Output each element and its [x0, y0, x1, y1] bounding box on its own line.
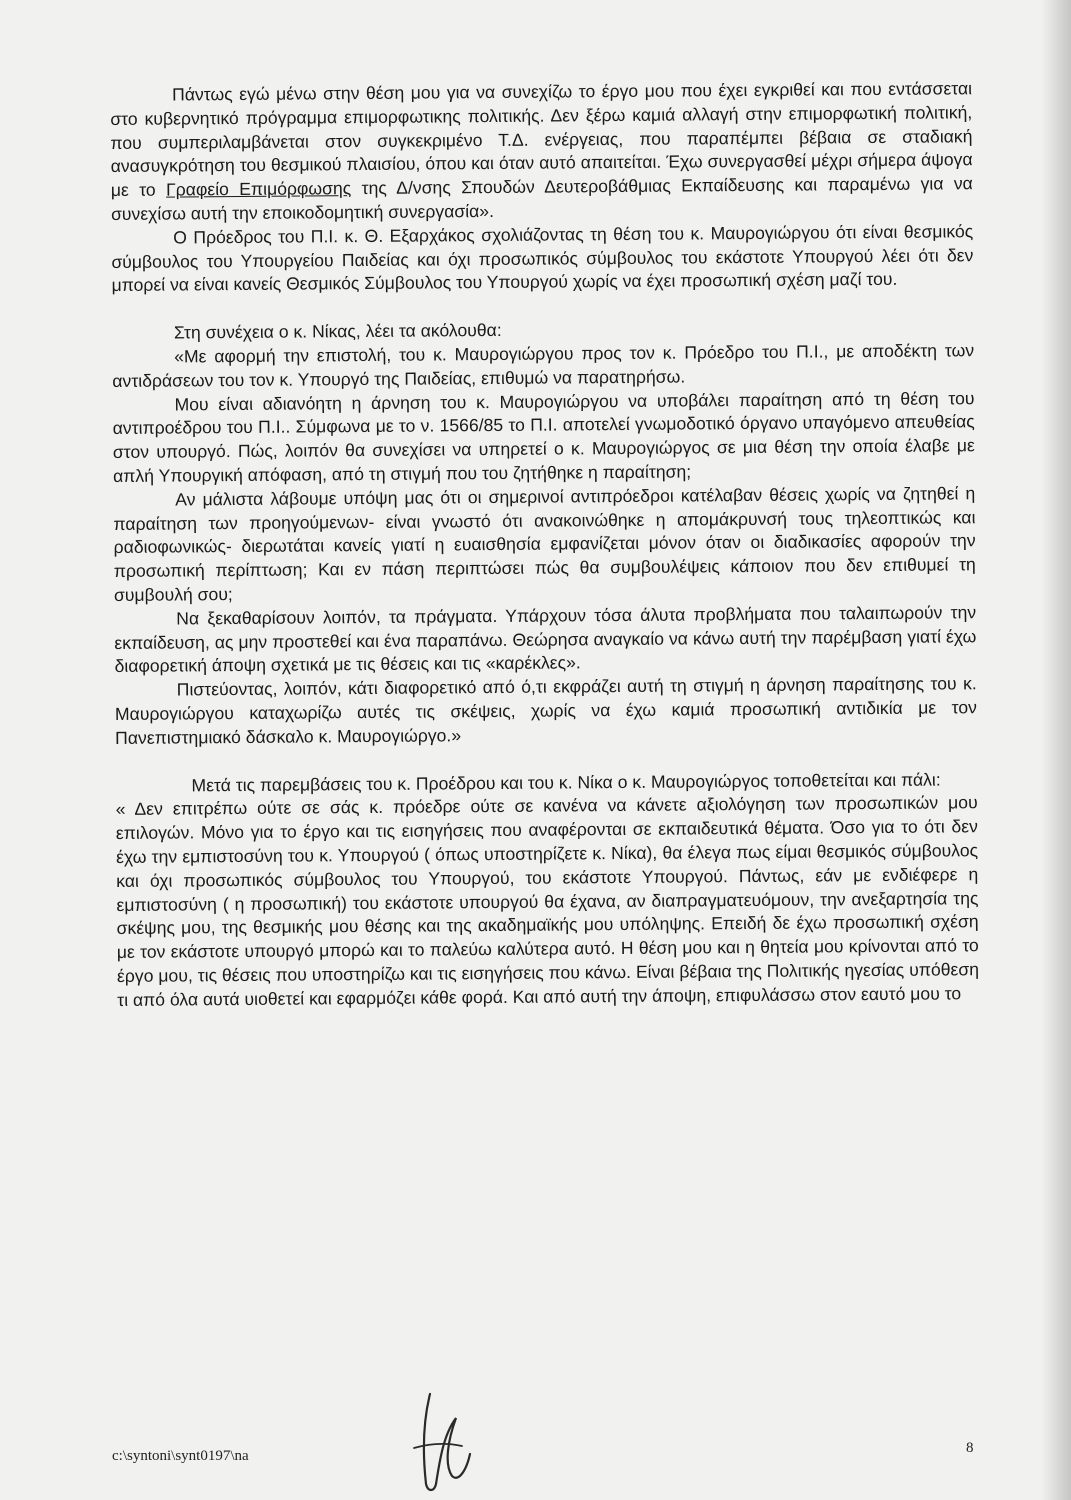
paragraph-5: Μου είναι αδιανόητη η άρνηση του κ. Μαυρογιώργου να υποβάλει παραίτηση από τη θέση του αντιπροέδρου του Π.Ι.. Σύμφωνα με το ν. 1566/85 το Π.Ι. αποτελεί γνωμοδοτικό όργανο υπαγόμενο απευθείας στον υπουργό. Πώς, λοιπόν θα συνεχίσει να υπηρετεί ο κ. Μαυρογιώργος σε μια θέση την οποία έλαβε με απλή Υπουργική απόφαση, από τη στιγμή που του ζητήθηκε η παραίτηση;: [112, 387, 975, 486]
paragraph-8: Πιστεύοντας, λοιπόν, κάτι διαφορετικό από ό,τι εκφράζει αυτή τη στιγμή η άρνηση παραίτησης του κ. Μαυρογιώργου καταχωρίζω αυτές τις σκέψεις, χωρίς να έχω καμιά προσωπική αντιδικία με τον Πανεπιστημιακό δάσκαλο κ. Μαυρογιώργο.»: [114, 673, 977, 748]
file-path-footer: c:\syntoni\synt0197\na: [112, 1448, 249, 1464]
document-body: [110, 77, 979, 1012]
paragraph-4: «Με αφορμή την επιστολή, του κ. Μαυρογιώργου προς τον κ. Πρόεδρο του Π.Ι., με αποδέκτη των αντιδράσεων του τον κ. Υπουργό της Παιδείας, επιθυμώ να παρατηρήσω.: [112, 340, 975, 391]
paragraph-2: Ο Πρόεδρος του Π.Ι. κ. Θ. Εξαρχάκος σχολιάζοντας τη θέση του κ. Μαυρογιώργου ότι είναι θεσμικός σύμβουλος του Υπουργείου Παιδείας και όχι προσωπικός σύμβουλος του εκάστοτε Υπουργού λέει ότι δεν μπορεί να είναι κανείς Θεσμικός Σύμβουλος του Υπουργού χωρίς να έχει προσωπική σχέση μαζί του.: [111, 221, 974, 296]
handwritten-signature: [400, 1388, 490, 1500]
page-number: 8: [966, 1440, 974, 1456]
paragraph-1-text-b: της Δ/νσης Σπουδών Δευτεροβάθμιας Εκπαίδευσης και παραμένω για να συνεχίσω αυτή την εποικοδομητική συνεργασία».: [110, 173, 973, 224]
paragraph-9: Μετά τις παρεμβάσεις του κ. Προέδρου και του κ. Νίκα ο κ. Μαυρογιώργος τοποθετείται και πάλι:: [191, 769, 941, 795]
paragraph-1: [110, 77, 973, 227]
paragraph-6: Αν μάλιστα λάβουμε υπόψη μας ότι οι σημερινοί αντιπρόεδροι κατέλαβαν θέσεις χωρίς να ζητηθεί η παραίτηση των προηγούμενων- είναι γνωστό ότι ανακοινώθηκε η απομάκρυνσή τους τηλεοπτικώς και ραδιοφωνικώς- διερωτάται κανείς γιατί η ευαισθησία εμφανίζεται μόνον όταν οι διαδικασίες αφορούν την προσωπική περίπτωση; Και εν πάση περιπτώσει πώς θα συμβουλέψεις κάποιον που δεν επιθυμεί τη συμβουλή σου;: [113, 482, 976, 605]
paragraph-3: Στη συνέχεια ο κ. Νίκας, λέει τα ακόλουθα:: [173, 320, 502, 343]
paragraph-10: « Δεν επιτρέπω ούτε σε σάς κ. πρόεδρε ούτε σε κανένα να κάνετε αξιολόγηση των προσωπικών μου επιλογών. Μόνο για το έργο και τις εισηγήσεις που αναφέρονται σε εκπαιδευτικά θέματα. Όσο για το ότι δεν έχω την εμπιστοσύνη του κ. Υπουργού ( όπως υποστηρίζετε κ. Νίκα), θα έλεγα πως είμαι θεσμικός σύμβουλος και όχι προσωπικός σύμβουλος του Υπουργού, του εκάστοτε Υπουργού. Πάντως, εάν με ενδιέφερε η εμπιστοσύνη ( η προσωπική) του εκάστοτε υπουργού θα έχανα, αν διαπραγματευόμουν, την ανεξαρτησία της σκέψης μου, της θεσμικής μου θέσης και της ακαδημαϊκής μου υπόληψης. Επειδή δε έχω προσωπική σχέση με τον εκάστοτε υπουργό μπορώ και το παλεύω καλύτερα αυτό. Η θέση μου και η θητεία μου κρίνονται από το έργο μου, τις θέσεις που υποστηρίζω και τις εισηγήσεις που κάνω. Είναι βέβαια της Πολιτικής ηγεσίας υπόθεση τι από όλα αυτά υιοθετεί και εφαρμόζει κάθε φορά. Και από αυτή την άποψη, επιφυλάσσω στον εαυτό μου το: [115, 792, 980, 1010]
paragraph-7: Να ξεκαθαρίσουν λοιπόν, τα πράγματα. Υπάρχουν τόσα άλυτα προβλήματα που ταλαιπωρούν την εκπαίδευση, ας μην προστεθεί και ένα παραπάνω. Θεώρησα αναγκαίο να κάνω αυτή την παρέμβαση γιατί έχω διαφορετική άποψη σχετικά με τις θέσεις και τις «καρέκλες».: [114, 601, 977, 677]
paragraph-1-text-a: Πάντως εγώ μένω στην θέση μου για να συνεχίζω το έργο μου που έχει εγκριθεί και που εντάσσεται στο κυβερνητικό πρόγραμμα επιμορφωτικης πολιτικής. Δεν ξέρω καμιά αλλαγή στην επιμορφωτική πολιτική, που συμπεριλαμβάνεται στον συγκεκριμένο Τ.Δ. ενέργειας, που παραπέμπει βέβαια σε σταδιακή ανασυγκρότηση του θεσμικού πλαισίου, όπου και όταν αυτό απαιτείται. Έχω συνεργασθεί μέχρι σήμερα άψογα με το: [110, 78, 973, 201]
underlined-office-name: Γραφείο Επιμόρφωσης: [165, 178, 352, 200]
